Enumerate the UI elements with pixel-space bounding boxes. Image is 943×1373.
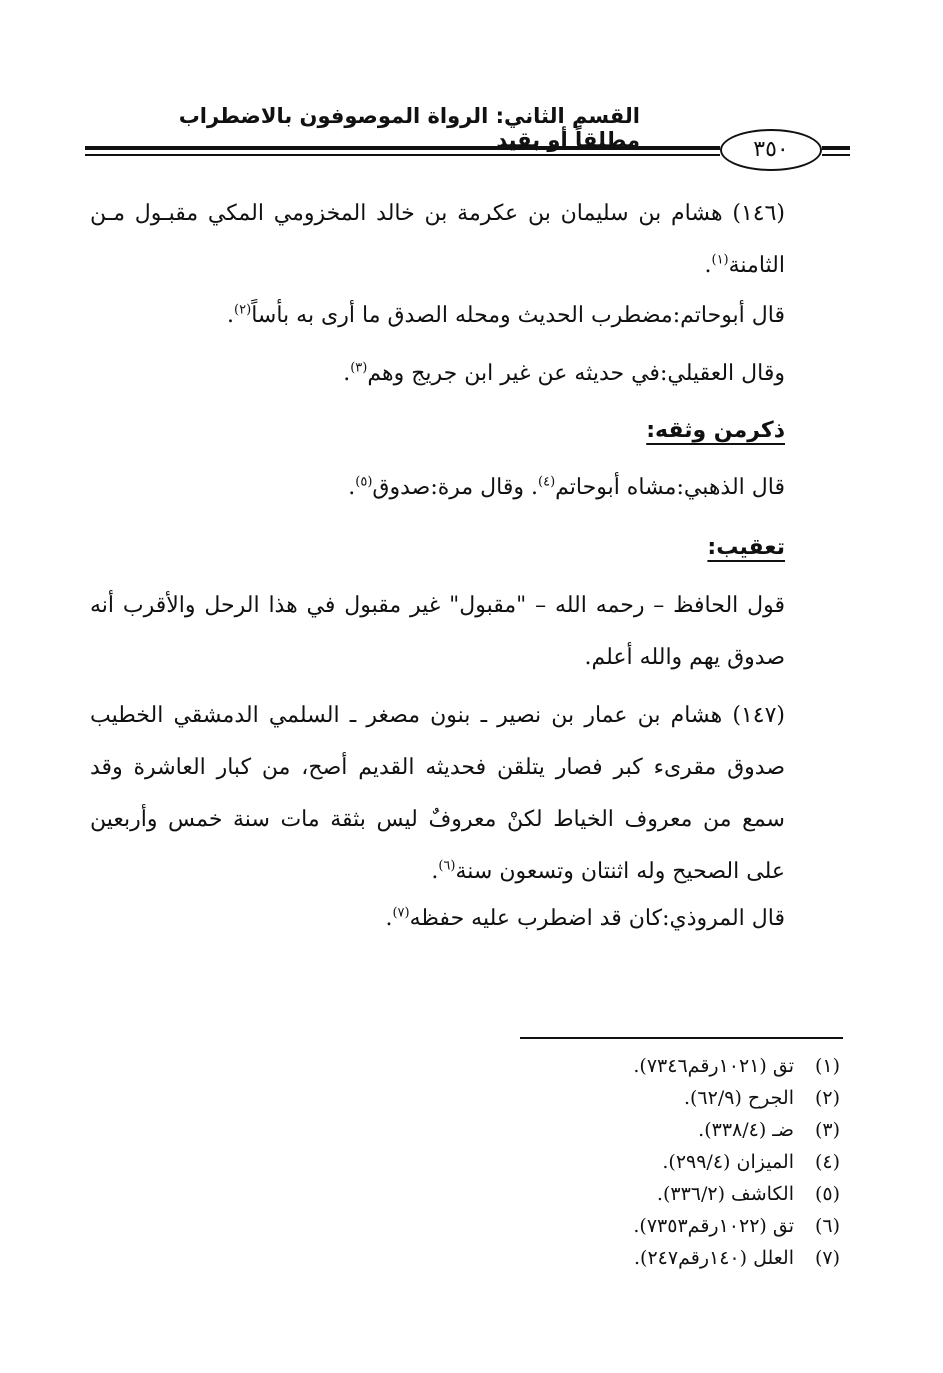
footnote-6: (٦)تق (١٠٢٢رقم٧٣٥٣).	[633, 1215, 840, 1237]
page-number: ٣٥٠	[720, 129, 822, 171]
footnote-ref-1[interactable]: (١)	[711, 252, 729, 268]
footnote-ref-3[interactable]: (٣)	[350, 360, 368, 376]
comment-paragraph	[90, 580, 840, 684]
footnote-3: (٣)ضـ (٣٣٨/٤).	[698, 1119, 840, 1141]
footnote-ref-4[interactable]: (٤)	[538, 474, 556, 490]
quote-marwadhi: قال المروذي:كان قد اضطرب عليه حفظه$^{(٧)}$.	[385, 905, 785, 931]
heading-trust	[90, 405, 840, 457]
footnote-ref-6[interactable]: (٦)	[438, 858, 456, 874]
footnotes	[400, 1050, 840, 1274]
header-rule-thick	[85, 146, 720, 150]
comment-text: قول الحافظ – رحمه الله – "مقبول" غير مقبول في هذا الرحل والأقرب أنه صدوق يهم والله أعلم.	[90, 593, 785, 670]
footnote-2: (٢)الجرح (٦٢/٩).	[683, 1087, 840, 1109]
footnote-ref-2[interactable]: (٢)	[234, 302, 252, 318]
header-rule-right-thick	[822, 146, 850, 150]
heading-comment	[90, 522, 840, 574]
header-rule-right-thin	[822, 154, 850, 156]
section-heading-trust: ذكرمن وثقه:	[646, 418, 785, 443]
entry-147: (١٤٧) هشام بن عمار بن نصير ـ بنون مصغر ـ السلمي الدمشقي الخطيب صدوق مقرىء كبر فصار يتلقن فحديثه القديم أصح، من كبار العاشرة وقد سمع من معروف الخياط لكنْ معروفٌ ليس بثقة مات سنة خمس وأربعين على الصحيح وله اثنتان وتسعون سنة$^{(٦)}$.	[90, 703, 785, 884]
header-rule-thin	[85, 154, 720, 156]
footnote-ref-5[interactable]: (٥)	[355, 474, 373, 490]
footnote-7: (٧)العلل (١٤٠رقم٢٤٧).	[634, 1247, 840, 1269]
footnote-separator	[520, 1037, 843, 1039]
entry-146	[90, 188, 840, 292]
section-heading-comment: تعقيب:	[707, 535, 785, 560]
entry-146-text: (١٤٦) هشام بن سليمان بن عكرمة بن خالد المخزومي المكي مقبـول مـن الثامنة$^{(١)}$.	[90, 201, 785, 278]
footnote-1: (١)تق (١٠٢١رقم٧٣٤٦).	[633, 1055, 840, 1077]
running-title: القسم الثاني: الرواة الموصوفون بالاضطراب مطلقاً أو بقيد	[178, 104, 640, 152]
quote-uqayli: وقال العقيلي:في حديثه عن غير ابن جريج وهم$^{(٣)}$.	[343, 360, 785, 386]
footnote-4: (٤)الميزان (٢٩٩/٤).	[662, 1151, 840, 1173]
quote-abu-hatim: قال أبوحاتم:مضطرب الحديث ومحله الصدق ما أرى به بأساً$^{(٢)}$.	[227, 302, 785, 328]
quote-dhahabi: قال الذهبي:مشاه أبوحاتم$^{(٤)}$. وقال مرة:صدوق$^{(٥)}$.	[348, 474, 785, 500]
footnote-5: (٥)الكاشف (٣٣٦/٢).	[656, 1183, 840, 1205]
footnote-ref-7[interactable]: (٧)	[392, 905, 410, 921]
